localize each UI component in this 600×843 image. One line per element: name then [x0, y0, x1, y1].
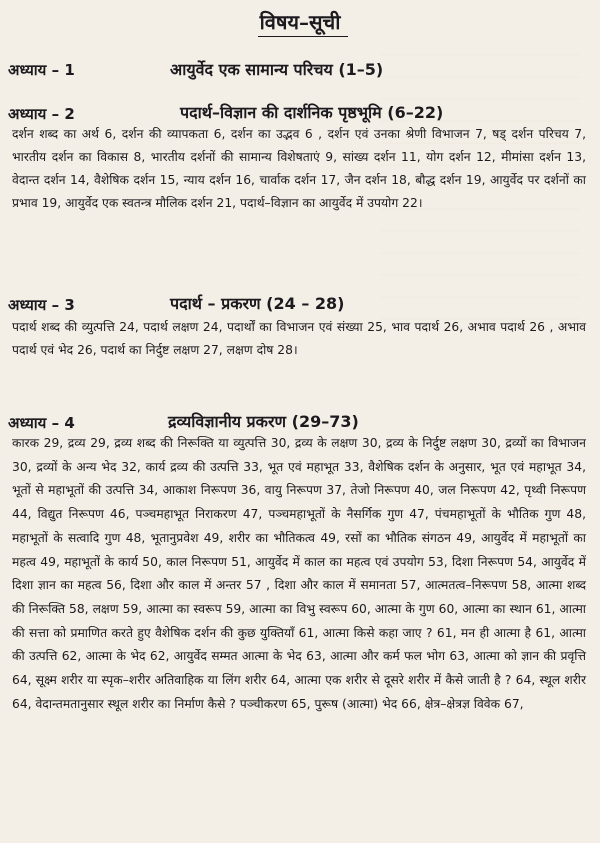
chapter-title: पदार्थ–विज्ञान की दार्शनिक पृष्ठभूमि (6–22) [180, 103, 444, 122]
chapter-contents: दर्शन शब्द का अर्थ 6, दर्शन की व्यापकता 6, दर्शन का उद्भव 6 , दर्शन एवं उनका श्रेणी विभाजन 7, षड् दर्शन परिचय 7, भारतीय दर्शन का विकास 8, भारतीय दर्शनों की सामान्य विशेषताएं 9, सांख्य दर्शन 11, योग दर्शन 12, मीमांसा दर्शन 13, वेदान्त दर्शन 14, वैशेषिक दर्शन 15, न्याय दर्शन 16, चार्वाक दर्शन 17, जैन दर्शन 18, बौद्ध दर्शन 19, आयुर्वेद पर दर्शनों का प्रभाव 19, आयुर्वेद एक स्वतन्त्र मौलिक दर्शन 21, पदार्थ–विज्ञान का आयुर्वेद में उपयोग 22। [12, 127, 586, 210]
chapter-title: पदार्थ – प्रकरण (24 – 28) [170, 294, 345, 313]
title-underline [258, 36, 348, 37]
chapter-title: द्रव्यविज्ञानीय प्रकरण (29–73) [168, 412, 359, 431]
chapter-contents: कारक 29, द्रव्य 29, द्रव्य शब्द की निरूक्ति या व्युत्पत्ति 30, द्रव्य के लक्षण 30, द्रव्य के निर्दुष्ट लक्षण 30, द्रव्यों का विभाजन 30, द्रव्यों के अन्य भेद 32, कार्य द्रव्य की उत्पत्ति 33, भूत एवं महाभूत 33, वैशेषिक दर्शन के अनुसार, भूत एवं महाभूत 34, भूतों से महाभूतों की उत्पत्ति 34, आकाश निरूपण 36, वायु निरूपण 37, तेजो निरूपण 40, जल निरूपण 42, पृथ्वी निरूपण 44, विद्युत निरूपण 46, पञ्चमहाभूत निराकरण 47, पञ्चमहाभूतों के नैसर्गिक गुण 47, पंचमहाभूतों के भौतिक गुण 48, महाभूतों के सत्वादि गुण 48, भूतानुप्रवेश 49, शरीर का भौतिकत्व 49, रसों का भौतिक संगठन 49, आयुर्वेद में महाभूतों का महत्व 49, महाभूतों के कार्य 50, काल निरूपण 51, आयुर्वेद में काल का महत्व एवं उपयोग 53, दिशा निरूपण 54, आयुर्वेद में दिशा ज्ञान का महत्व 56, दिशा और काल में अन्तर 57 , दिशा और काल में समानता 57, आत्मतत्व–निरूपण 58, आत्मा शब्द की निरूक्ति 58, लक्षण 59, आत्मा का स्वरूप 59, आत्मा का विभु स्वरूप 60, आत्मा के गुण 60, आत्मा का स्थान 61, आत्मा की सत्ता को प्रमाणित करते हुए वैशेषिक दर्शन की कुछ युक्तियाँ 61, आत्मा किसे कहा जाए ? 61, मन ही आत्मा है 61, आत्मा की उत्पत्ति 62, आत्मा के भेद 62, आयुर्वेद सम्मत आत्मा के भेद 63, आत्मा और कर्म फल भोग 63, आत्मा को ज्ञान की प्रवृत्ति 64, सूक्ष्म शरीर या स्पृक–शरीर अतिवाहिक या लिंग शरीर 64, आत्मा एक शरीर से दूसरे शरीर में कैसे जाती है ? 64, स्थूल शरीर 64, वेदान्तमतानुसार स्थूल शरीर का निर्माण कैसे ? पञ्चीकरण 65, पुरूष (आत्मा) भेद 66, क्षेत्र–क्षेत्रज्ञ विवेक 67, [12, 436, 586, 711]
chapter-label: अध्याय – 1 [8, 61, 75, 79]
chapter-label: अध्याय – 3 [8, 296, 75, 314]
chapter-contents: पदार्थ शब्द की व्युत्पत्ति 24, पदार्थ लक्षण 24, पदार्थों का विभाजन एवं संख्या 25, भाव पदार्थ 26, अभाव पदार्थ 26 , अभाव पदार्थ एवं भेद 26, पदार्थ का निर्दुष्ट लक्षण 27, लक्षण दोष 28। [12, 320, 586, 357]
chapter-label: अध्याय – 2 [8, 105, 75, 123]
page-title: विषय–सूची [259, 10, 341, 34]
chapter-label: अध्याय – 4 [8, 414, 75, 432]
chapter-title: आयुर्वेद एक सामान्य परिचय (1–5) [170, 60, 384, 79]
